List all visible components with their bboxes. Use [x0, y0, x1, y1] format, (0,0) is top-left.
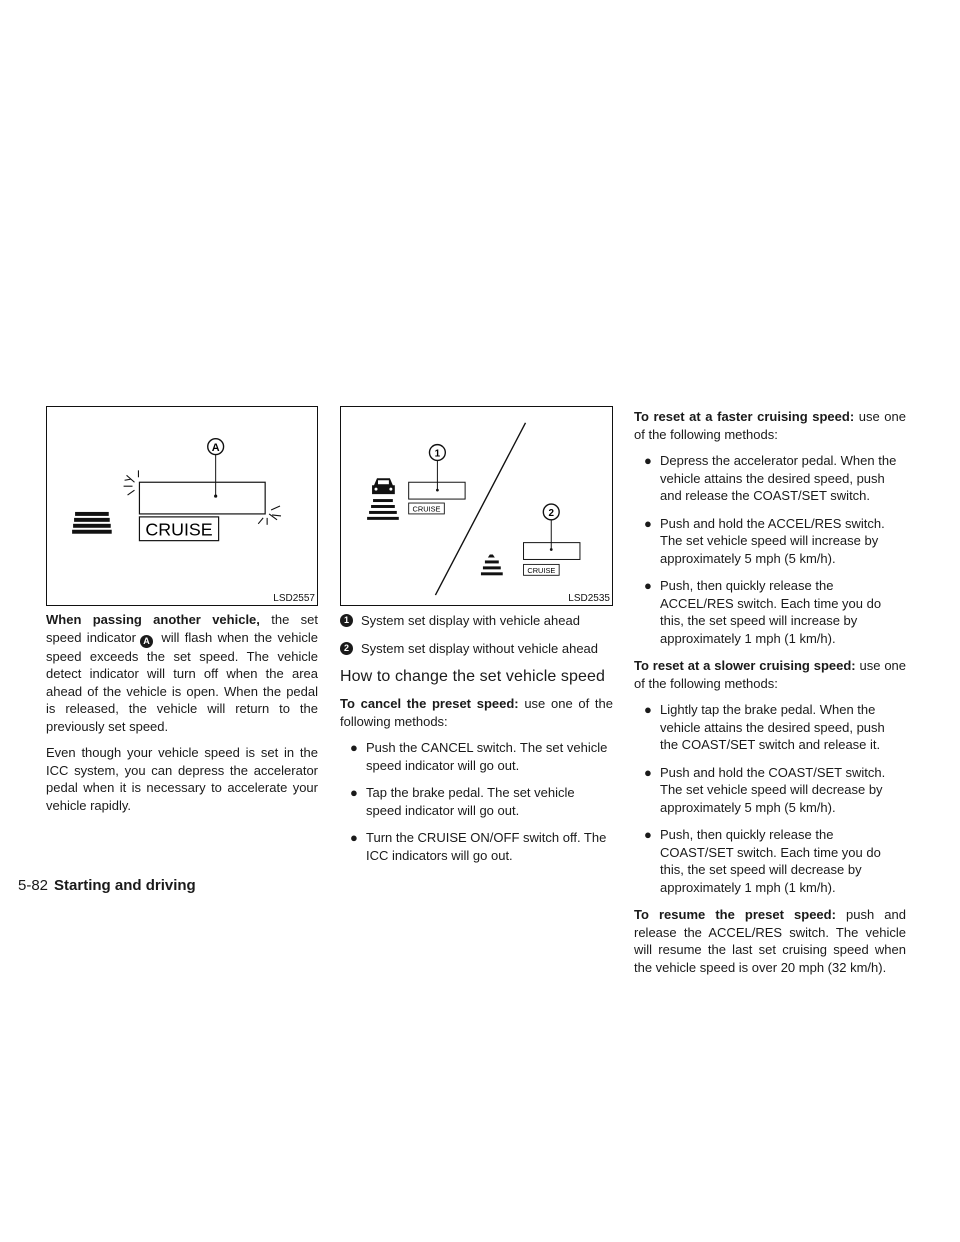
list-item-text: Push the CANCEL switch. The set vehicle speed indicator will go out.	[366, 740, 608, 773]
section-heading: How to change the set vehicle speed	[340, 668, 605, 685]
figure-code: LSD2535	[568, 593, 610, 604]
faster-list	[634, 452, 906, 647]
list-item	[634, 577, 906, 647]
list-item	[340, 829, 613, 864]
faster-lead: To reset at a faster cruising speed:	[634, 409, 855, 424]
marker-2: 2	[340, 642, 353, 655]
page-footer	[18, 877, 196, 895]
list-item-text: Depress the accelerator pedal. When the vehicle attains the desired speed, push and release the COAST/SET switch.	[660, 453, 897, 503]
cancel-lead: To cancel the preset speed:	[340, 696, 519, 711]
list-item	[340, 784, 613, 819]
bullet-icon: ●	[644, 515, 652, 531]
bullet-icon: ●	[350, 740, 358, 755]
bullet-icon: ●	[350, 785, 358, 800]
passing-vehicle-text: the set speed indicator	[46, 612, 318, 645]
slower-paragraph	[634, 657, 906, 692]
resume-text: push and release the ACCEL/RES switch. The vehicle will resume the last set cruising speed when the vehicle speed is over 20 mph (32 km/h).	[634, 907, 906, 975]
slower-text: use one of the following methods:	[634, 658, 907, 691]
list-item-text: Push and hold the COAST/SET switch. The set vehicle speed will decrease by approximately 5 mph (5 km/h).	[660, 764, 886, 815]
caption-1	[340, 612, 613, 630]
list-item-text: Push, then quickly release the COAST/SET switch. Each time you do this, the set speed will decrease by approximately 1 mph (1 km/h).	[660, 827, 881, 895]
column-1	[46, 406, 318, 823]
figure-code: LSD2557	[273, 593, 315, 604]
svg-text:1: 1	[434, 448, 441, 460]
marker-a: A	[140, 635, 153, 648]
svg-text:2: 2	[548, 507, 554, 519]
bullet-icon: ●	[644, 453, 652, 468]
column-2	[340, 406, 613, 874]
svg-text:CRUISE: CRUISE	[412, 504, 441, 514]
caption-text: System set display without vehicle ahead	[361, 640, 599, 656]
figure-set-speed-indicator	[46, 406, 318, 606]
bullet-icon: ●	[644, 764, 652, 780]
resume-lead: To resume the preset speed:	[634, 907, 836, 922]
svg-text:A: A	[211, 442, 220, 455]
list-item	[340, 739, 613, 774]
section-title: Starting and driving	[54, 877, 196, 894]
caption-2	[340, 640, 613, 658]
list-item	[634, 764, 906, 817]
list-item	[634, 452, 906, 505]
passing-vehicle-paragraph	[46, 611, 318, 735]
figure-system-set-display	[340, 406, 613, 606]
faster-text: use one of the following methods:	[634, 409, 906, 442]
accelerate-paragraph: Even though your vehicle speed is set in the ICC system, you can depress the accelerator pedal when it is necessary to accelerate your vehicle rapidly.	[46, 745, 318, 813]
list-item-text: Tap the brake pedal. The set vehicle speed indicator will go out.	[366, 785, 575, 818]
list-item	[634, 826, 906, 896]
list-item-text: Turn the CRUISE ON/OFF switch off. The ICC indicators will go out.	[366, 830, 607, 863]
slower-list	[634, 701, 906, 896]
page-number: 5-82	[18, 877, 49, 894]
caption-text: System set display with vehicle ahead	[361, 613, 580, 628]
slower-lead: To reset at a slower cruising speed:	[634, 658, 856, 673]
list-item-text: Push, then quickly release the ACCEL/RES switch. Each time you do this, the set speed will increase by approximately 1 mph (1 km/h).	[660, 578, 882, 646]
bullet-icon: ●	[644, 578, 652, 593]
figure-system-set-display-art	[341, 407, 612, 605]
svg-text:CRUISE: CRUISE	[145, 519, 213, 540]
cancel-text: use one of the following methods:	[340, 696, 613, 729]
passing-vehicle-text-cont: will flash when the vehicle speed exceeds the set speed. The vehicle detect indicator will turn off when the area ahead of the vehicle is open. When the pedal is released, the vehicle will return to the previously set speed.	[46, 629, 318, 734]
bullet-icon: ●	[644, 702, 652, 717]
column-3	[634, 408, 906, 985]
list-item-text: Lightly tap the brake pedal. When the vehicle attains the desired speed, push the COAST/SET switch and release it.	[660, 702, 885, 752]
cancel-paragraph	[340, 695, 613, 730]
passing-vehicle-lead: When passing another vehicle,	[46, 612, 260, 627]
list-item	[634, 515, 906, 568]
cancel-list	[340, 739, 613, 864]
list-item-text: Push and hold the ACCEL/RES switch. The set vehicle speed will increase by approximately 5 mph (5 km/h).	[660, 515, 885, 566]
list-item	[634, 701, 906, 754]
bullet-icon: ●	[644, 827, 652, 842]
figure-set-speed-indicator-art	[47, 407, 317, 605]
resume-paragraph	[634, 906, 906, 976]
faster-paragraph	[634, 408, 906, 443]
marker-1: 1	[340, 614, 353, 627]
svg-text:CRUISE: CRUISE	[527, 565, 556, 575]
bullet-icon: ●	[350, 830, 358, 845]
